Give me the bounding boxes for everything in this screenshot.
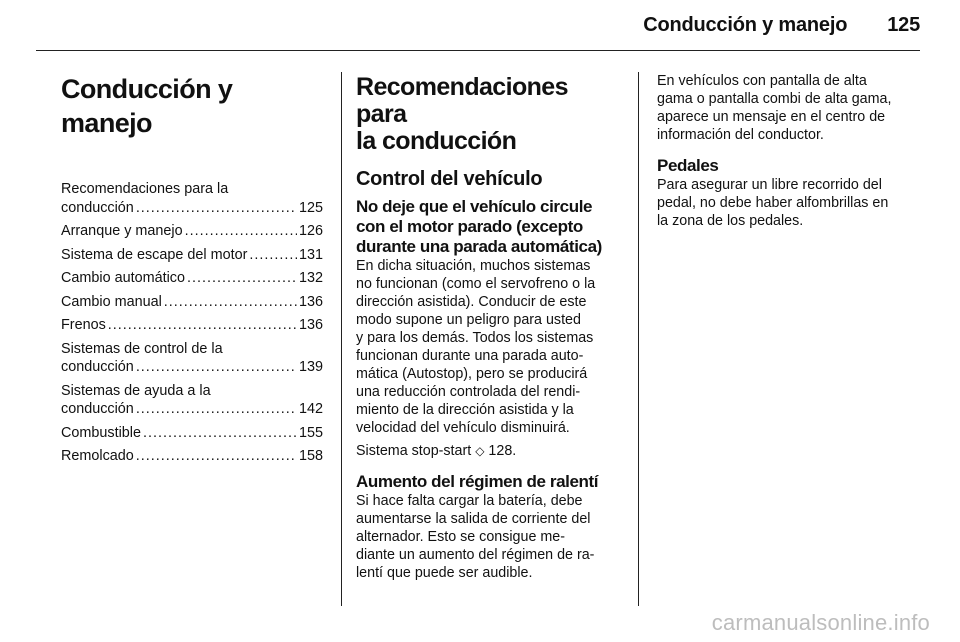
toc-item[interactable] — [61, 293, 323, 312]
toc-item[interactable] — [61, 424, 323, 443]
toc-column — [61, 72, 323, 471]
toc-page: 126 — [298, 223, 323, 239]
header-divider — [36, 50, 920, 51]
paragraph — [657, 176, 922, 230]
toc-label: Sistema de escape del motor — [61, 246, 248, 263]
topic-heading: Aumento del régimen de ralentí — [356, 472, 599, 491]
topic-heading-line: durante una parada automática) — [356, 237, 602, 256]
chapter-title: Conducción y manejo — [61, 74, 233, 138]
toc-page: 158 — [298, 448, 323, 464]
toc-line1: Sistemas de ayuda a la — [61, 382, 211, 399]
toc-page: 132 — [298, 270, 323, 286]
toc-item[interactable] — [61, 180, 323, 217]
header-title: Conducción y manejo — [643, 14, 848, 36]
toc-page: 136 — [298, 293, 323, 310]
toc-label: Frenos — [61, 317, 106, 333]
text-line: velocidad del vehículo disminuirá. — [356, 420, 570, 436]
cross-reference[interactable] — [356, 442, 621, 460]
toc-item[interactable] — [61, 340, 323, 377]
text-line: información del conductor. — [657, 127, 824, 143]
toc-leader — [136, 400, 297, 419]
toc-label: Combustible — [61, 424, 141, 441]
xref-text: Sistema stop-start — [356, 443, 472, 459]
paragraph — [356, 257, 621, 437]
toc-line1: Sistemas de control de la — [61, 340, 223, 357]
topic-heading-line: No deje que el vehículo circule — [356, 197, 593, 216]
page-header — [643, 14, 920, 37]
paragraph — [356, 492, 621, 582]
toc-item[interactable] — [61, 316, 323, 335]
text-line: lentí que puede ser audible. — [356, 565, 533, 581]
section-title — [356, 74, 621, 155]
text-line: miento de la dirección asistida y la — [356, 402, 574, 418]
text-line: Si hace falta cargar la batería, debe — [356, 493, 583, 509]
toc-leader — [187, 269, 297, 288]
topic-heading: Pedales — [657, 156, 719, 175]
topic-heading — [356, 197, 621, 257]
toc-page: 139 — [298, 359, 323, 375]
topic-heading-line: con el motor parado (excepto — [356, 217, 583, 236]
toc-page: 142 — [298, 401, 323, 417]
subsection-title: Control del vehículo — [356, 168, 543, 190]
table-of-contents — [61, 180, 323, 466]
toc-leader — [249, 246, 297, 265]
toc-leader — [143, 424, 297, 443]
text-line: pedal, no debe haber alfombrillas en — [657, 195, 889, 211]
text-line: Para asegurar un libre recorrido del — [657, 177, 882, 193]
toc-item[interactable] — [61, 269, 323, 288]
toc-leader — [108, 316, 297, 335]
toc-item[interactable] — [61, 222, 323, 241]
toc-page: 155 — [298, 424, 323, 441]
text-line: dirección asistida). Conducir de este — [356, 294, 587, 310]
toc-leader — [164, 293, 297, 312]
text-line: una reducción controlada del rendi- — [356, 384, 581, 400]
text-line: En dicha situación, muchos sistemas — [356, 258, 591, 274]
text-line: aparece un mensaje en el centro de — [657, 109, 886, 125]
text-line: la zona de los pedales. — [657, 213, 804, 229]
toc-leader — [136, 199, 297, 218]
toc-line1: Recomendaciones para la — [61, 181, 229, 197]
toc-leader — [136, 358, 297, 377]
watermark: carmanualsonline.info — [711, 610, 930, 635]
toc-label: conducción — [61, 401, 134, 417]
toc-item[interactable] — [61, 246, 323, 265]
toc-label: conducción — [61, 199, 134, 216]
diamond-arrow-icon: ◇ — [475, 444, 485, 458]
toc-page: 125 — [298, 199, 323, 216]
section-title-line: Recomendaciones para — [356, 73, 568, 128]
toc-leader — [136, 447, 297, 466]
content-column-3 — [657, 72, 922, 235]
toc-leader — [185, 222, 297, 241]
text-line: y para los demás. Todos los sistemas — [356, 330, 594, 346]
page-number: 125 — [887, 14, 920, 36]
toc-label: conducción — [61, 359, 134, 375]
toc-item[interactable] — [61, 447, 323, 466]
text-line: gama o pantalla combi de alta gama, — [657, 91, 892, 107]
text-line: funcionan durante una parada auto- — [356, 348, 584, 364]
paragraph — [657, 72, 922, 144]
text-line: diante un aumento del régimen de ra- — [356, 547, 595, 563]
xref-page: 128. — [488, 443, 517, 459]
column-divider-1 — [341, 72, 342, 606]
column-divider-2 — [638, 72, 639, 606]
toc-page: 131 — [298, 246, 323, 263]
text-line: aumentarse la salida de corriente del — [356, 511, 591, 527]
section-title-line: la conducción — [356, 127, 517, 155]
text-line: En vehículos con pantalla de alta — [657, 73, 867, 89]
text-line: modo supone un peligro para usted — [356, 312, 581, 328]
text-line: no funcionan (como el servofreno o la — [356, 276, 596, 292]
toc-label: Remolcado — [61, 448, 134, 464]
toc-page: 136 — [298, 317, 323, 333]
content-column-2 — [356, 72, 621, 587]
toc-item[interactable] — [61, 382, 323, 419]
text-line: alternador. Esto se consigue me- — [356, 529, 566, 545]
toc-label: Cambio automático — [61, 270, 185, 286]
text-line: mática (Autostop), pero se producirá — [356, 366, 588, 382]
toc-label: Cambio manual — [61, 293, 162, 310]
toc-label: Arranque y manejo — [61, 223, 183, 239]
